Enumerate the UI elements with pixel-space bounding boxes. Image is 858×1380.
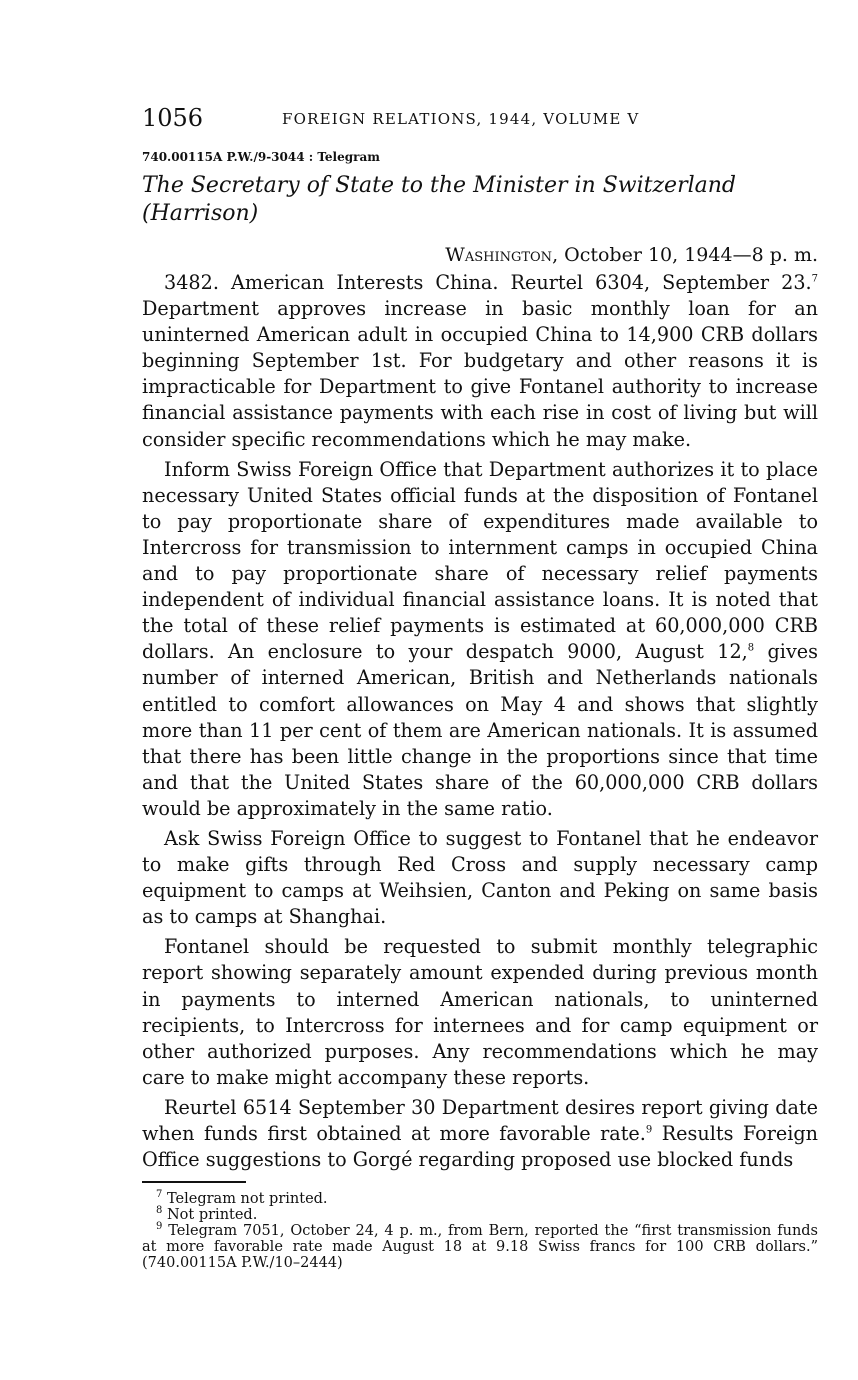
- paragraph-text: 3482. American Interests China. Reurtel 6304, September 23.: [164, 271, 812, 294]
- footnote-ref[interactable]: 8: [747, 642, 755, 654]
- paragraph: [142, 1095, 818, 1173]
- footnote-text: Telegram not printed.: [166, 1191, 328, 1208]
- document-title: The Secretary of State to the Minister in Switzerland (Harrison): [142, 173, 736, 226]
- paragraph: [142, 934, 818, 1091]
- footnote-mark: 7: [156, 1189, 163, 1201]
- footnote-mark: 9: [156, 1221, 163, 1233]
- document-page: [142, 100, 818, 1271]
- paragraph-text: Ask Swiss Foreign Office to suggest to Fontanel that he endeavor to make gifts through Red Cross and supply necessary camp equipment to camps at Weihsien, Canton and Peking on same basis as to camps at Shanghai.: [142, 826, 818, 929]
- paragraph-text-cont: Department approves increase in basic monthly loan for an uninterned American adult in occupied China to 14,900 CRB dollars beginning September 1st. For budgetary and other reasons it is impracticable for Department to give Fontanel authority to increase financial assistance payments with each rise in cost of living but will consider specific recommendations which he may make.: [142, 297, 818, 451]
- running-title: FOREIGN RELATIONS, 1944, VOLUME V: [282, 110, 640, 128]
- footnote-ref[interactable]: 7: [811, 273, 818, 285]
- paragraph-text-cont: Results Foreign Office suggestions to Gorgé regarding proposed use blocked funds: [142, 1122, 819, 1172]
- footnote-mark: 8: [156, 1205, 163, 1217]
- telegram-body: [142, 270, 818, 1173]
- paragraph-text: Fontanel should be requested to submit monthly telegraphic report showing separately amount expended during previous month in payments to interned American nationals, to uninterned recipients, to Intercross for internees and for camp equipment or other authorized purposes. Any recommendations which he may care to make might accompany these reports.: [142, 935, 818, 1089]
- footnote: [142, 1191, 818, 1207]
- dateline-date: , October 10, 1944—8 p. m.: [552, 244, 818, 266]
- file-reference: 740.00115A P.W./9-3044 : Telegram: [142, 150, 380, 164]
- page-header: [142, 100, 818, 140]
- paragraph: [142, 826, 818, 930]
- paragraph-text: Reurtel 6514 September 30 Department desires report giving date when funds first obtained at more favorable rate.: [142, 1095, 818, 1145]
- paragraph: [142, 270, 818, 453]
- footnotes: [142, 1191, 818, 1271]
- paragraph-text: Inform Swiss Foreign Office that Department authorizes it to place necessary United States official funds at the disposition of Fontanel to pay proportionate share of expenditures made available to Intercross for transmission to internment camps in occupied China and to pay proportionate share of necessary relief payments independent of individual financial assistance loans. It is noted that the total of these relief payments is estimated at 60,000,000 CRB dollars. An enclosure to your despatch 9000, August 12,: [142, 457, 818, 664]
- footnote-text: Not printed.: [166, 1207, 258, 1224]
- page-number: 1056: [142, 104, 204, 132]
- footnote-ref[interactable]: 9: [645, 1124, 653, 1136]
- dateline: [142, 244, 818, 266]
- footnote: [142, 1223, 818, 1271]
- dateline-place: Washington: [445, 244, 553, 266]
- footnote: [142, 1207, 818, 1223]
- paragraph: [142, 457, 818, 822]
- footnote-divider: [142, 1181, 246, 1183]
- footnote-text: Telegram 7051, October 24, 4 p. m., from Bern, reported the “first transmission funds at more favorable rate made August 18 at 9.18 Swiss francs for 100 CRB dollars.” (740.00115A P.W./10–2444): [142, 1223, 818, 1272]
- paragraph-text-cont: gives number of interned American, British and Netherlands nationals entitled to comfort allowances on May 4 and shows that slightly more than 11 per cent of them are American nationals. It is assumed that there has been little change in the proportions since that time and that the United States share of the 60,000,000 CRB dollars would be approximately in the same ratio.: [142, 640, 818, 820]
